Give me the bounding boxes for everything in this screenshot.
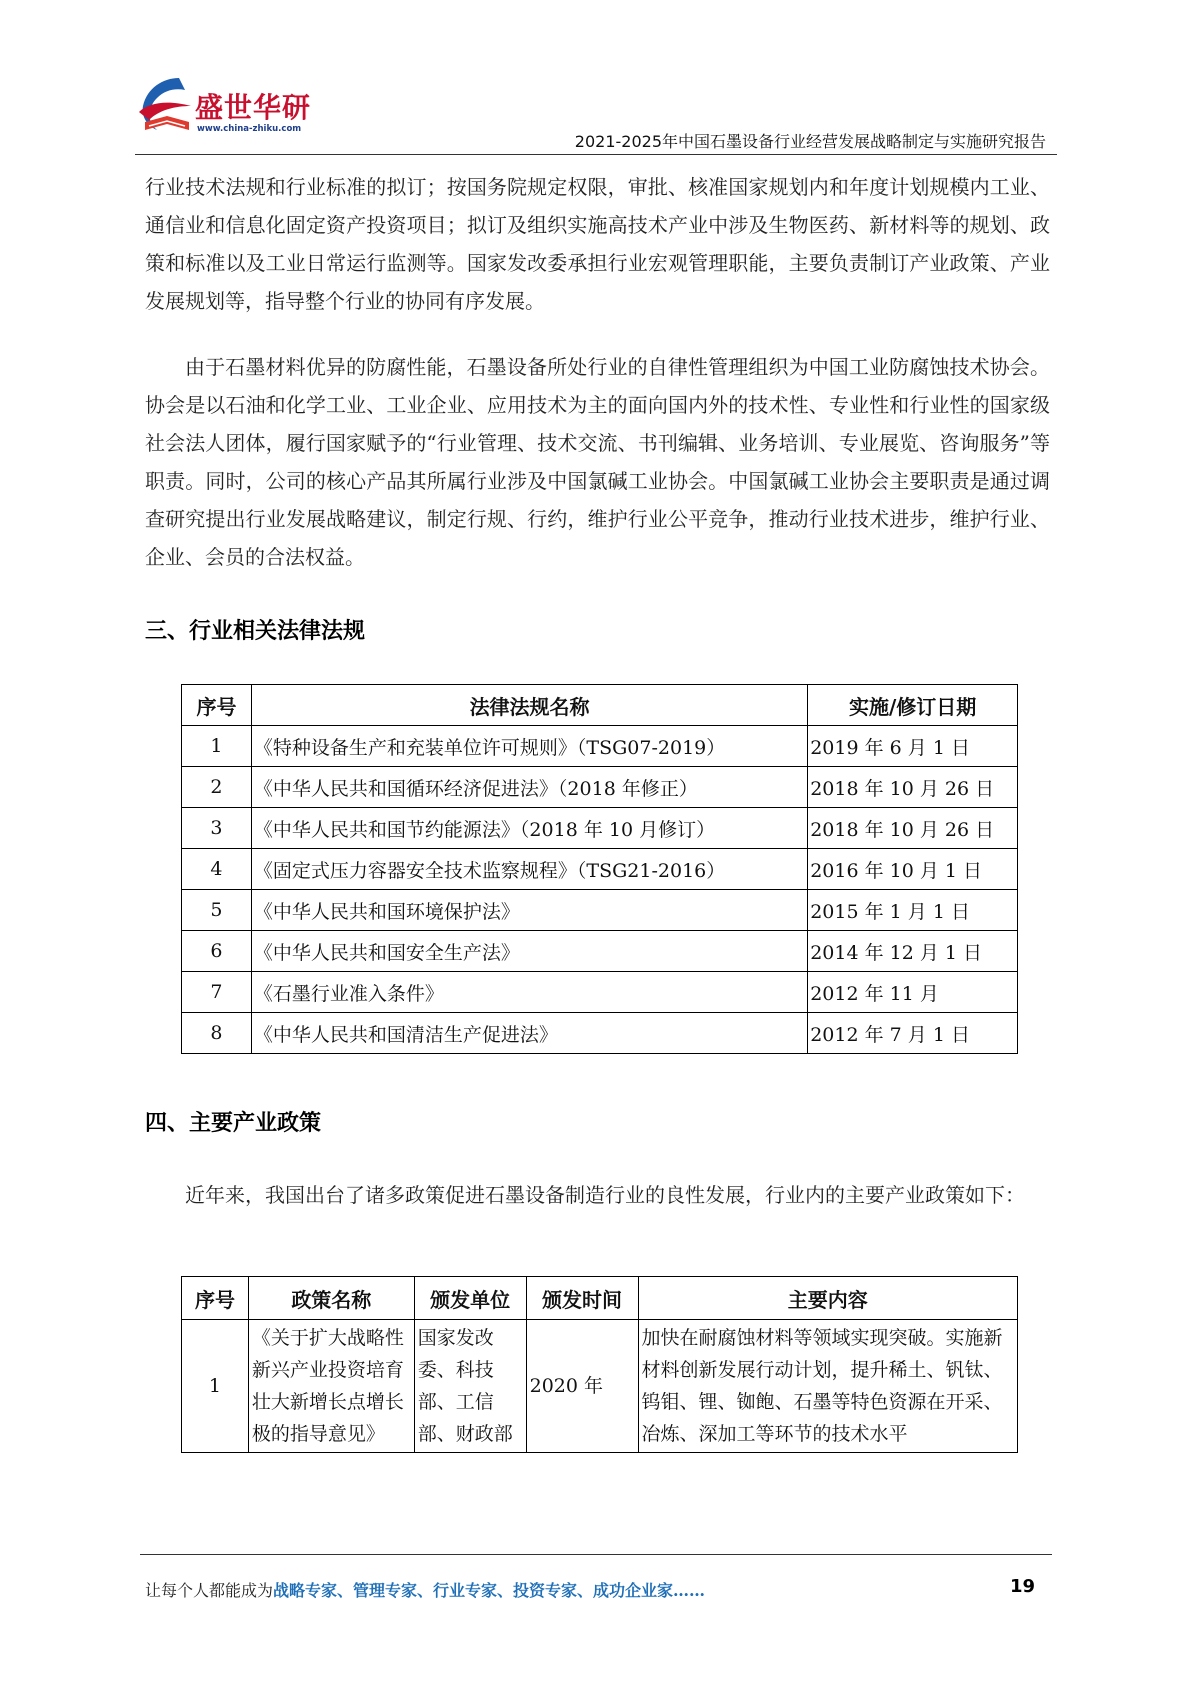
effective-date: 2018 年 10 月 26 日	[808, 767, 1018, 808]
effective-date: 2019 年 6 月 1 日	[808, 726, 1018, 767]
column-header: 实施/修订日期	[808, 685, 1018, 726]
effective-date: 2016 年 10 月 1 日	[808, 849, 1018, 890]
row-index: 2	[182, 767, 252, 808]
table-header-row	[182, 1277, 1018, 1320]
footer-slogan	[145, 1578, 705, 1601]
paragraph-1: 行业技术法规和行业标准的拟订；按国务院规定权限，审批、核准国家规划内和年度计划规模内工业、通信业和信息化固定资产投资项目；拟订及组织实施高技术产业中涉及生物医药、新材料等的规划、政策和标准以及工业日常运行监测等。国家发改委承担行业宏观管理职能，主要负责制订产业政策、产业发展规划等，指导整个行业的协同有序发展。	[145, 175, 1050, 313]
row-index: 1	[182, 1320, 249, 1453]
report-title: 2021-2025年中国石墨设备行业经营发展战略制定与实施研究报告	[574, 132, 1046, 151]
law-name: 《中华人民共和国安全生产法》	[251, 931, 807, 972]
table-row	[182, 1320, 1018, 1453]
table-row	[182, 931, 1018, 972]
column-header: 颁发时间	[526, 1277, 638, 1320]
law-name: 《中华人民共和国节约能源法》（2018 年 10 月修订）	[251, 808, 807, 849]
brand-url: www.china-zhiku.com	[197, 124, 302, 134]
table-header-row	[182, 685, 1018, 726]
table-row	[182, 890, 1018, 931]
policy-name: 《关于扩大战略性新兴产业投资培育壮大新增长点增长极的指导意见》	[248, 1320, 414, 1453]
policy-table	[181, 1276, 1018, 1453]
law-name: 《中华人民共和国环境保护法》	[251, 890, 807, 931]
law-name: 《石墨行业准入条件》	[251, 972, 807, 1013]
table-row	[182, 767, 1018, 808]
laws-table	[181, 684, 1018, 1054]
row-index: 7	[182, 972, 252, 1013]
table-row	[182, 849, 1018, 890]
column-header: 序号	[182, 1277, 249, 1320]
row-index: 4	[182, 849, 252, 890]
table-row	[182, 1013, 1018, 1054]
row-index: 8	[182, 1013, 252, 1054]
effective-date: 2015 年 1 月 1 日	[808, 890, 1018, 931]
brand-logo	[135, 72, 325, 142]
effective-date: 2018 年 10 月 26 日	[808, 808, 1018, 849]
effective-date: 2014 年 12 月 1 日	[808, 931, 1018, 972]
law-name: 《中华人民共和国清洁生产促进法》	[251, 1013, 807, 1054]
issuing-authority: 国家发改委、科技部、工信部、财政部	[414, 1320, 526, 1453]
paragraph-2: 由于石墨材料优异的防腐性能，石墨设备所处行业的自律性管理组织为中国工业防腐蚀技术协会。协会是以石油和化学工业、工业企业、应用技术为主的面向国内外的技术性、专业性和行业性的国家级社会法人团体，履行国家赋予的“行业管理、技术交流、书刊编辑、业务培训、专业展览、咨询服务”等职责。同时，公司的核心产品其所属行业涉及中国氯碱工业协会。中国氯碱工业协会主要职责是通过调查研究提出行业发展战略建议，制定行规、行约，维护行业公平竞争，推动行业技术进步，维护行业、企业、会员的合法权益。	[145, 355, 1050, 569]
law-name: 《特种设备生产和充装单位许可规则》（TSG07-2019）	[251, 726, 807, 767]
logo-emblem-icon	[135, 72, 199, 138]
law-name: 《固定式压力容器安全技术监察规程》（TSG21-2016）	[251, 849, 807, 890]
page-number: 19	[1010, 1576, 1036, 1597]
column-header: 颁发单位	[414, 1277, 526, 1320]
section-heading-3: 三、行业相关法律法规	[145, 619, 366, 644]
row-index: 6	[182, 931, 252, 972]
column-header: 主要内容	[638, 1277, 1017, 1320]
table-row	[182, 726, 1018, 767]
section-heading-4: 四、主要产业政策	[145, 1111, 322, 1136]
effective-date: 2012 年 11 月	[808, 972, 1018, 1013]
paragraph-3: 近年来，我国出台了诸多政策促进石墨设备制造行业的良性发展，行业内的主要产业政策如下：	[185, 1183, 1025, 1207]
brand-name: 盛世华研	[195, 91, 312, 124]
table-row	[182, 808, 1018, 849]
column-header: 法律法规名称	[251, 685, 807, 726]
slogan-prefix: 让每个人都能成为	[145, 1581, 274, 1600]
column-header: 序号	[182, 685, 252, 726]
header-divider	[135, 154, 1057, 155]
column-header: 政策名称	[248, 1277, 414, 1320]
law-name: 《中华人民共和国循环经济促进法》（2018 年修正）	[251, 767, 807, 808]
policy-content: 加快在耐腐蚀材料等领域实现突破。实施新材料创新发展行动计划，提升稀土、钒钛、钨钼、锂、铷飽、石墨等特色资源在开采、冶炼、深加工等环节的技术水平	[638, 1320, 1017, 1453]
issue-date: 2020 年	[526, 1320, 638, 1453]
footer-divider	[140, 1554, 1052, 1555]
table-row	[182, 972, 1018, 1013]
row-index: 3	[182, 808, 252, 849]
slogan-highlight: 战略专家、管理专家、行业专家、投资专家、成功企业家……	[273, 1581, 706, 1600]
row-index: 5	[182, 890, 252, 931]
row-index: 1	[182, 726, 252, 767]
effective-date: 2012 年 7 月 1 日	[808, 1013, 1018, 1054]
